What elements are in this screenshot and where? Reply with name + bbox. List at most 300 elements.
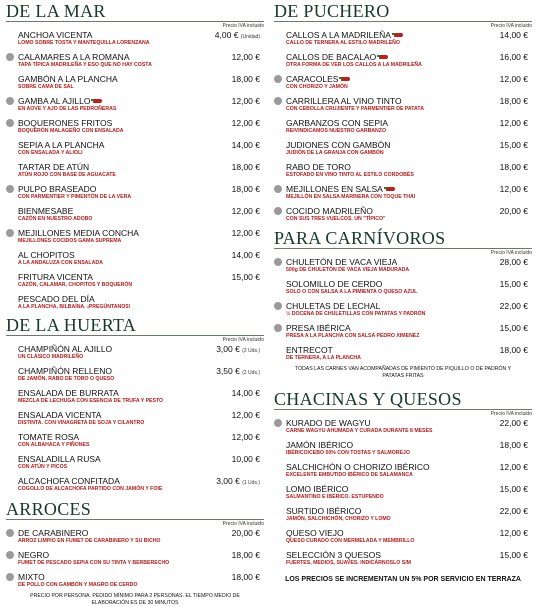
menu-item	[6, 549, 264, 571]
section-divider	[274, 21, 532, 22]
item-name-text: JAMÓN IBÉRICO	[286, 440, 354, 450]
item-price	[232, 528, 260, 538]
item-price-value: 22,00 €	[499, 506, 528, 516]
menu-item	[6, 249, 264, 271]
item-name-text: RABO DE TORO	[286, 162, 351, 172]
section-title: PARA CARNÍVOROS	[274, 228, 446, 248]
price-note: Precio IVA incluido	[490, 23, 532, 29]
menu-item	[6, 117, 264, 139]
item-name-text: QUESO VIEJO	[286, 528, 344, 538]
item-price	[215, 30, 260, 42]
item-description: UN CLÁSICO MADRILEÑO	[18, 354, 84, 360]
item-price-value: 18,00 €	[231, 184, 260, 194]
right-column	[274, 0, 532, 584]
allergen-badge-icon	[6, 529, 14, 537]
allergen-badge-icon	[6, 53, 14, 61]
item-name-text: CARACOLES	[286, 74, 339, 84]
item-name	[18, 250, 75, 260]
menu-item	[274, 322, 532, 344]
item-description: EXCELENTE EMBUTIDO IBÉRICO DE SALAMANCA	[286, 472, 413, 478]
item-name	[286, 96, 402, 106]
item-description: ATÚN ROJO CON BASE DE AGUACATE	[18, 172, 116, 178]
item-name-text: LOMO IBÉRICO	[286, 484, 349, 494]
allergen-badge-icon	[6, 185, 14, 193]
item-name	[18, 96, 102, 106]
item-description: CON CHORIZO Y JAMÓN	[286, 84, 348, 90]
menu-item	[274, 183, 532, 205]
arroces-footnote: PRECIO POR PERSONA. PEDIDO MÍNIMO PARA 2 PERSONAS. EL TIEMPO MEDIO DE ELABORACIÓN ES DE 30 MINUTOS	[30, 593, 240, 606]
item-name-text: FRITURA VICENTA	[18, 272, 93, 282]
item-name-text: PRESA IBÉRICA	[286, 323, 351, 333]
item-price	[500, 301, 528, 311]
item-name	[286, 140, 390, 150]
item-price	[232, 250, 260, 260]
menu-item	[6, 51, 264, 73]
item-name-text: PULPO BRASEADO	[18, 184, 97, 194]
item-price-value: 20,00 €	[231, 528, 260, 538]
item-price-value: 3,00 €	[216, 476, 240, 486]
item-price	[500, 140, 528, 150]
item-price	[500, 206, 528, 216]
item-price-value: 18,00 €	[499, 162, 528, 172]
item-price	[500, 96, 528, 106]
item-name	[286, 440, 353, 450]
price-note: Precio IVA incluido	[222, 23, 264, 29]
item-description: DE POLLO CON GAMBÓN Y MAGRO DE CERDO	[18, 582, 138, 588]
item-name	[286, 162, 351, 172]
item-description: PRESA A LA PLANCHA CON SALSA PEDRO XIMENEZ	[286, 333, 420, 339]
item-description: OTRA FORMA DE VER LOS CALLOS A LA MADRILEÑA	[286, 62, 422, 68]
item-description: ESTOFADO EN VINO TINTO AL ESTILO CORDOBÉS	[286, 172, 414, 178]
item-name	[286, 506, 361, 516]
item-name-text: JUDIONES CON GAMBÓN	[286, 140, 391, 150]
item-price-value: 12,00 €	[499, 118, 528, 128]
section-divider	[6, 21, 264, 22]
menu-item	[274, 439, 532, 461]
allergen-badge-icon	[274, 75, 282, 83]
menu-item	[274, 117, 532, 139]
item-description: SOBRE CAMA DE SAL	[18, 84, 74, 90]
menu-item	[274, 95, 532, 117]
item-price	[500, 506, 528, 516]
item-price-unit: (Unidad)	[240, 34, 260, 40]
item-description: CARNE WAGYU AHUMADA Y CURADA DURANTE 8 MESES	[286, 428, 433, 434]
item-name	[286, 528, 344, 538]
item-name-text: SOLOMILLO DE CERDO	[286, 279, 383, 289]
item-price-value: 18,00 €	[231, 572, 260, 582]
item-name	[18, 118, 112, 128]
allergen-badge-icon	[6, 229, 14, 237]
item-price-value: 28,00 €	[499, 257, 528, 267]
item-price-value: 12,00 €	[231, 96, 260, 106]
price-note: Precio IVA incluido	[222, 337, 264, 343]
item-name-text: GAMBA AL AJILLO	[18, 96, 91, 106]
item-name-text: ALCACHOFA CONFITADA	[18, 476, 120, 486]
item-price-value: 18,00 €	[499, 345, 528, 355]
item-name-text: CALAMARES A LA ROMANA	[18, 52, 130, 62]
item-price	[500, 484, 528, 494]
item-price	[232, 228, 260, 238]
item-name	[18, 162, 89, 172]
item-name-text: SALCHICHÓN O CHORIZO IBÉRICO	[286, 462, 430, 472]
item-description: MEJILLONES COCIDOS GAMA SUPREMA	[18, 238, 122, 244]
menu-item	[274, 417, 532, 439]
item-price	[216, 366, 260, 378]
item-description: CON ATÚN Y PICOS	[18, 464, 68, 470]
item-name	[286, 184, 395, 194]
item-price	[500, 74, 528, 84]
item-price	[232, 550, 260, 560]
item-name-text: ENSALADILLA RUSA	[18, 454, 101, 464]
menu-item	[274, 29, 532, 51]
item-list	[6, 527, 264, 593]
item-price-value: 4,00 €	[214, 30, 239, 40]
item-price-unit: (2 Uds.)	[242, 348, 260, 354]
item-list	[6, 343, 264, 497]
item-list	[274, 417, 532, 571]
item-description: SOLO O CON SALSA A LA PIMIENTA O QUESO AZUL	[286, 289, 418, 295]
item-description: EN AOVE Y AJO DE LAS PEDROÑERAS	[18, 106, 117, 112]
allergen-badge-icon	[274, 97, 282, 105]
item-name	[18, 572, 45, 582]
item-name-text: SELECCIÓN 3 QUESOS	[286, 550, 381, 560]
menu-item	[6, 227, 264, 249]
price-note: Precio IVA incluido	[490, 250, 532, 256]
item-description: BOQUERÓN MALAGEÑO CON ENSALADA	[18, 128, 124, 134]
item-name	[286, 418, 371, 428]
menu-item	[274, 300, 532, 322]
item-description: DE TERNERA, A LA PLANCHA	[286, 355, 361, 361]
menu-item	[6, 571, 264, 593]
allergen-badge-icon	[6, 97, 14, 105]
chili-pepper-icon	[386, 187, 395, 191]
allergen-badge-icon	[274, 324, 282, 332]
item-price-value: 3,50 €	[216, 366, 240, 376]
item-name	[286, 257, 397, 267]
item-price-value: 15,00 €	[499, 140, 528, 150]
item-price-value: 12,00 €	[499, 528, 528, 538]
menu-item	[274, 461, 532, 483]
item-name-text: MEJILLONES MEDIA CONCHA	[18, 228, 139, 238]
menu-item	[6, 183, 264, 205]
item-price	[500, 462, 528, 472]
item-name	[18, 476, 120, 486]
menu-item	[6, 453, 264, 475]
section-divider	[6, 519, 264, 520]
menu-item	[6, 139, 264, 161]
item-price	[500, 30, 528, 40]
item-price-unit: (1 Uds.)	[242, 480, 260, 486]
item-list	[274, 29, 532, 227]
menu-item	[274, 483, 532, 505]
section-divider	[6, 335, 264, 336]
item-description: CAZÓN, CALAMAR, CHOPITOS Y BOQUERÓN	[18, 282, 133, 288]
item-name-text: TARTAR DE ATÚN	[18, 162, 90, 172]
item-description: 500g DE CHULETÓN DE VACA VIEJA MADURADA	[286, 267, 410, 273]
menu-item	[6, 29, 264, 51]
item-name	[286, 345, 333, 355]
item-price-value: 22,00 €	[499, 301, 528, 311]
item-list	[274, 256, 532, 366]
item-name-text: CHAMPIÑÓN AL AJILLO	[18, 344, 113, 354]
item-list	[6, 29, 264, 315]
item-name-text: DE CARABINERO	[18, 528, 89, 538]
item-price-value: 15,00 €	[499, 279, 528, 289]
item-name	[286, 279, 382, 289]
item-price-value: 18,00 €	[231, 162, 260, 172]
item-description: QUESO CURADO CON MERMELADA Y MEMBRILLO	[286, 538, 415, 544]
item-name-text: PESCADO DEL DÍA	[18, 294, 95, 304]
item-price	[216, 344, 260, 356]
menu-item	[274, 344, 532, 366]
section-de-la-mar	[6, 2, 264, 315]
section-title: CHACINAS Y QUESOS	[274, 389, 462, 409]
item-name	[18, 206, 73, 216]
item-name	[18, 228, 139, 238]
allergen-badge-icon	[274, 258, 282, 266]
item-price-value: 15,00 €	[499, 484, 528, 494]
item-price	[232, 206, 260, 216]
item-description: CALLO DE TERNERA AL ESTILO MADRILEÑO	[286, 40, 400, 46]
item-price	[500, 323, 528, 333]
item-price	[500, 162, 528, 172]
section-arroces	[6, 500, 264, 607]
item-price	[500, 257, 528, 267]
item-name	[286, 301, 380, 311]
section-de-puchero	[274, 2, 532, 227]
item-description: MEZCLA DE LECHUGA CON ESENCIA DE TRUFA Y PESTO	[18, 398, 164, 404]
chili-pepper-icon	[341, 77, 350, 81]
section-chacinas-y-quesos	[274, 390, 532, 584]
item-price	[500, 440, 528, 450]
item-name-text: CHULETÓN DE VACA VIEJA	[286, 257, 398, 267]
item-name	[286, 550, 381, 560]
item-name	[18, 140, 104, 150]
item-price-value: 12,00 €	[231, 52, 260, 62]
item-price	[232, 140, 260, 150]
item-price-value: 14,00 €	[231, 388, 260, 398]
item-price-value: 12,00 €	[231, 118, 260, 128]
item-description: FUERTES, MEDIOS, SUAVES. INDICÁRNOSLO S/M	[286, 560, 411, 566]
item-price-value: 14,00 €	[231, 140, 260, 150]
item-price	[232, 454, 260, 464]
item-price-value: 12,00 €	[231, 432, 260, 442]
item-name	[18, 528, 88, 538]
item-name-text: MIXTO	[18, 572, 45, 582]
menu-item	[274, 73, 532, 95]
item-price	[232, 52, 260, 62]
item-name-text: SURTIDO IBÉRICO	[286, 506, 362, 516]
item-name	[18, 454, 101, 464]
item-price-value: 12,00 €	[499, 462, 528, 472]
item-price	[500, 418, 528, 428]
item-name	[286, 462, 430, 472]
item-price-value: 12,00 €	[231, 410, 260, 420]
item-description: CON ENSALADA Y ALIOLI	[18, 150, 83, 156]
item-price	[500, 528, 528, 538]
menu-item	[6, 343, 264, 365]
item-price	[232, 410, 260, 420]
item-price	[232, 432, 260, 442]
item-price-value: 12,00 €	[231, 228, 260, 238]
menu-item	[274, 51, 532, 73]
item-name	[18, 52, 129, 62]
item-description: FUMET DE PESCADO SEPIA CON SU TINTA Y BERBERECHO	[18, 560, 170, 566]
item-price	[232, 96, 260, 106]
menu-item	[6, 95, 264, 117]
allergen-badge-icon	[274, 419, 282, 427]
item-description: A LA ANDALUZA CON ENSALADA	[18, 260, 103, 266]
item-price-value: 18,00 €	[231, 74, 260, 84]
item-price-value: 3,00 €	[216, 344, 240, 354]
item-description: JUDIÓN DE LA GRANJA CON GAMBÓN	[286, 150, 384, 156]
item-description: IBÉRICO/CEBO 50% CON TOSTAS Y SALMOREJO	[286, 450, 410, 456]
item-price-value: 18,00 €	[499, 440, 528, 450]
item-price	[500, 184, 528, 194]
terraza-note: LOS PRECIOS SE INCREMENTAN UN 5% POR SERVICIO EN TERRAZA	[285, 576, 521, 583]
item-price-value: 12,00 €	[499, 184, 528, 194]
item-price-value: 20,00 €	[499, 206, 528, 216]
item-price	[232, 74, 260, 84]
menu-item	[274, 139, 532, 161]
item-description: CON SUS TRES VUELCOS. UN "TÍPICO"	[286, 216, 386, 222]
menu-item	[6, 161, 264, 183]
item-name	[286, 74, 350, 84]
item-name-text: ENTRECOT	[286, 345, 333, 355]
item-name	[18, 366, 112, 376]
menu-item	[274, 527, 532, 549]
item-name	[18, 344, 112, 354]
chili-pepper-icon	[394, 33, 403, 37]
section-title: DE LA HUERTA	[6, 315, 137, 335]
item-price-value: 12,00 €	[231, 206, 260, 216]
allergen-badge-icon	[274, 302, 282, 310]
item-price-value: 18,00 €	[231, 550, 260, 560]
item-name	[18, 30, 92, 40]
left-column	[6, 0, 264, 607]
menu-item	[274, 256, 532, 278]
item-price-value: 15,00 €	[499, 550, 528, 560]
item-price	[232, 184, 260, 194]
allergen-badge-icon	[6, 573, 14, 581]
section-title: DE PUCHERO	[274, 1, 390, 21]
item-name-text: AL CHOPITOS	[18, 250, 75, 260]
item-name	[18, 74, 118, 84]
menu-item	[6, 365, 264, 387]
item-description: A LA PLANCHA, BILBAÍNA. ¡PREGÚNTANOS!	[18, 304, 131, 310]
item-description: MEJILLÓN EN SALSA MARINERA CON TOQUE THAI	[286, 194, 416, 200]
item-name-text: GAMBÓN A LA PLANCHA	[18, 74, 118, 84]
item-price-value: 16,00 €	[499, 52, 528, 62]
price-note: Precio IVA incluido	[222, 521, 264, 527]
item-price-value: 15,00 €	[231, 272, 260, 282]
menu-item	[6, 293, 264, 315]
price-note: Precio IVA incluido	[490, 411, 532, 417]
item-price	[500, 279, 528, 289]
item-price-value: 14,00 €	[231, 250, 260, 260]
item-price	[500, 118, 528, 128]
item-price	[232, 162, 260, 172]
item-price	[232, 118, 260, 128]
item-description: CON ALBAHACA Y PIÑONES	[18, 442, 90, 448]
item-name	[286, 118, 388, 128]
chili-pepper-icon	[93, 99, 102, 103]
item-description: REIVINDICAMOS NUESTRO GARBANZO	[286, 128, 387, 134]
menu-item	[274, 278, 532, 300]
item-price-value: 14,00 €	[499, 30, 528, 40]
item-name-text: KURADO DE WAGYU	[286, 418, 371, 428]
item-name	[18, 550, 49, 560]
menu-item	[274, 161, 532, 183]
item-description: TAPA TÍPICA MADRILEÑA Y ESO QUE NO HAY COSTA	[18, 62, 152, 68]
allergen-badge-icon	[6, 551, 14, 559]
item-description: CON CEBOLLA CRUJIENTE Y PARMENTIER DE PATATA	[286, 106, 424, 112]
item-price	[500, 52, 528, 62]
carnes-footnote: TODAS LAS CARNES VAN ACOMPAÑADAS DE PIMIENTO DE PIQUILLO O DE PADRÓN Y PATATAS FRITAS	[294, 366, 512, 379]
item-name	[286, 323, 351, 333]
section-title: DE LA MAR	[6, 1, 106, 21]
item-price	[232, 572, 260, 582]
item-description: ARROZ LIMPIO EN FUMET DE CARABINERO Y SU BICHO	[18, 538, 161, 544]
menu-item	[274, 549, 532, 571]
menu-item	[6, 431, 264, 453]
item-name-text: CHULETAS DE LECHAL	[286, 301, 381, 311]
item-name-text: CHAMPIÑÓN RELLENO	[18, 366, 112, 376]
item-price	[216, 476, 260, 488]
section-title: ARROCES	[6, 499, 92, 519]
menu-item	[6, 73, 264, 95]
item-price	[232, 388, 260, 398]
item-name	[18, 184, 96, 194]
item-price	[500, 550, 528, 560]
item-name-text: GARBANZOS CON SEPIA	[286, 118, 389, 128]
item-description: CON PARMENTIER Y PIMENTÓN DE LA VERA	[18, 194, 132, 200]
item-name	[18, 388, 119, 398]
item-name-text: SEPIA A LA PLANCHA	[18, 140, 105, 150]
item-name-text: BIENMESABE	[18, 206, 74, 216]
item-name	[286, 484, 348, 494]
section-divider	[274, 409, 532, 410]
item-price-value: 15,00 €	[499, 323, 528, 333]
item-name-text: MEJILLONES EN SALSA	[286, 184, 383, 194]
item-name	[18, 294, 95, 304]
item-name-text: ANCHOA VICENTA	[18, 30, 93, 40]
section-divider	[274, 248, 532, 249]
item-name	[18, 410, 101, 420]
allergen-badge-icon	[274, 185, 282, 193]
item-name	[18, 272, 93, 282]
item-price	[232, 272, 260, 282]
item-name	[286, 206, 373, 216]
item-name-text: ENSALADA DE BURRATA	[18, 388, 119, 398]
menu-item	[274, 505, 532, 527]
item-name-text: TOMATE ROSA	[18, 432, 80, 442]
item-price-value: 22,00 €	[499, 418, 528, 428]
item-name	[286, 52, 388, 62]
menu-item	[6, 475, 264, 497]
item-description: DISTINTA. CON VINAGRETA DE SOJA Y CILANTRO	[18, 420, 145, 426]
item-name-text: ENSALADA VICENTA	[18, 410, 102, 420]
item-description: CAZÓN EN NUESTRO ADOBO	[18, 216, 93, 222]
menu-item	[6, 205, 264, 227]
section-de-la-huerta	[6, 316, 264, 497]
allergen-badge-icon	[6, 119, 14, 127]
item-description: SALMANTINO E IBÉRICO. ESTUPENDO	[286, 494, 384, 500]
item-description: JAMÓN, SALCHICHÓN, CHORIZO Y LOMO	[286, 516, 391, 522]
item-price-value: 18,00 €	[499, 96, 528, 106]
menu-item	[6, 527, 264, 549]
item-name	[286, 30, 403, 40]
